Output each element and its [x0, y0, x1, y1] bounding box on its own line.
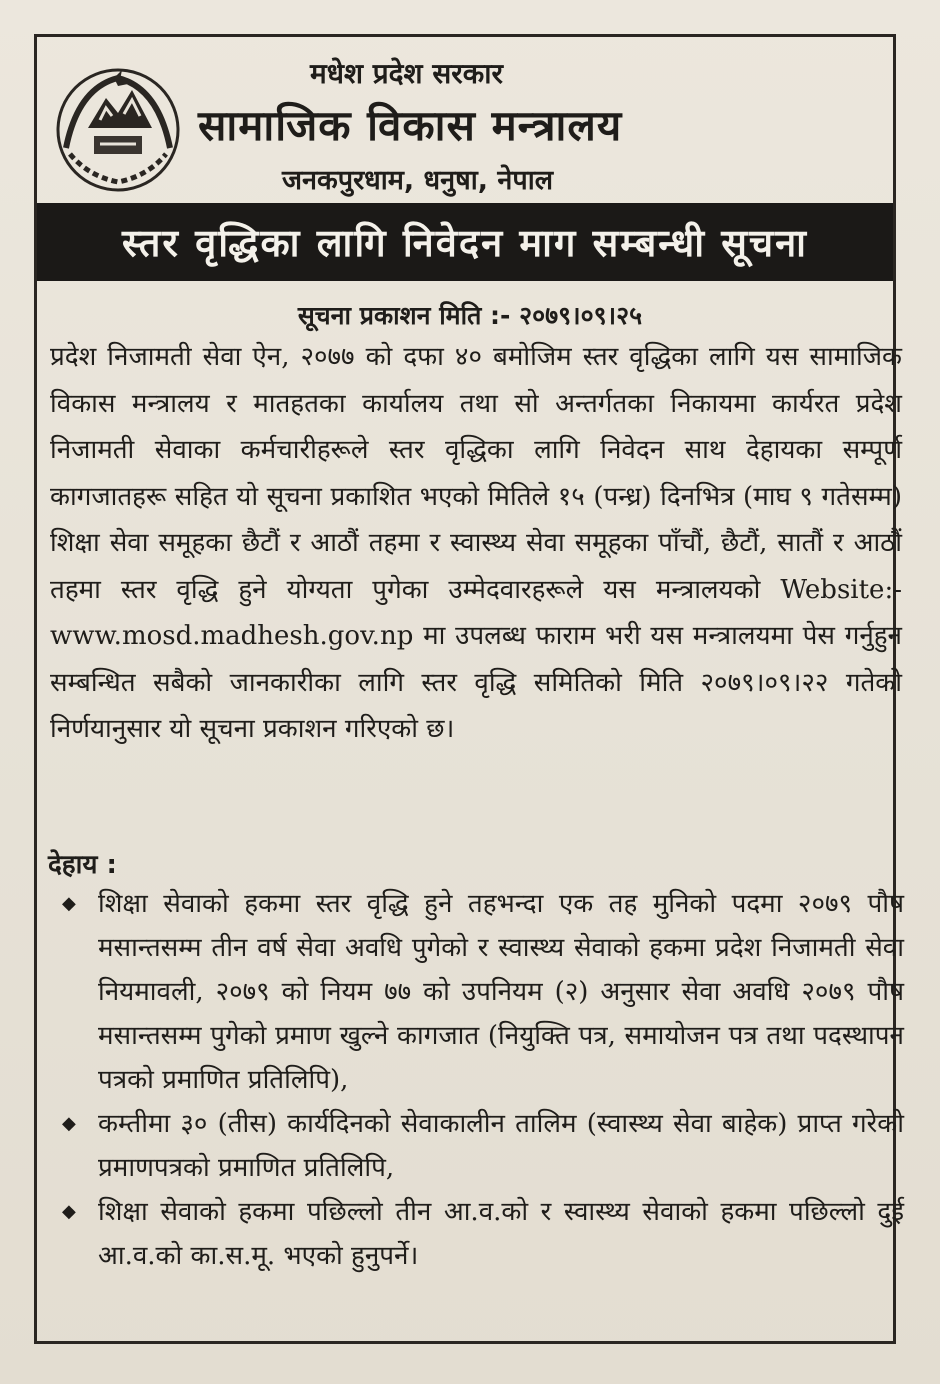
ministry-name: सामाजिक विकास मन्त्रालय [198, 101, 623, 150]
requirements-list [58, 882, 904, 1278]
list-item [58, 882, 904, 1102]
requirement-text: शिक्षा सेवाको हकमा पछिल्लो तीन आ.व.को र स्वास्थ्य सेवाको हकमा पछिल्लो दुई आ.व.को का.स.मू. भएको हुनुपर्ने। [98, 1197, 904, 1271]
list-item [58, 1190, 904, 1278]
publish-date: सूचना प्रकाशन मिति :- २०७९।०९।२५ [297, 301, 643, 330]
nepal-emblem-icon [48, 58, 188, 198]
ministry-address: जनकपुरधाम, धनुषा, नेपाल [282, 165, 553, 196]
diamond-bullet-icon: ◆ [62, 1113, 76, 1134]
government-name: मधेश प्रदेश सरकार [310, 57, 503, 90]
requirements-heading: देहाय : [48, 850, 117, 880]
diamond-bullet-icon: ◆ [62, 1201, 76, 1222]
diamond-bullet-icon: ◆ [62, 893, 76, 914]
list-item [58, 1102, 904, 1190]
requirement-text: कम्तीमा ३० (तीस) कार्यदिनको सेवाकालीन तालिम (स्वास्थ्य सेवा बाहेक) प्राप्त गरेको प्रमाणपत्रको प्रमाणित प्रतिलिपि, [98, 1109, 904, 1183]
notice-body: प्रदेश निजामती सेवा ऐन, २०७७ को दफा ४० बमोजिम स्तर वृद्धिका लागि यस सामाजिक विकास मन्त्रालय र मातहतका कार्यालय तथा सो अन्तर्गतका निकायमा कार्यरत प्रदेश निजामती सेवाका कर्मचारीहरूले स्तर वृद्धिका लागि निवेदन साथ देहायका सम्पूर्ण कागजातहरू सहित यो सूचना प्रकाशित भएको मितिले १५ (पन्ध्र) दिनभित्र (माघ ९ गतेसम्म) शिक्षा सेवा समूहका छैटौं र आठौं तहमा र स्वास्थ्य सेवा समूहका पाँचौं, छैटौं, सातौं र आठौं तहमा स्तर वृद्धि हुने योग्यता पुगेका उम्मेदवारहरूले यस मन्त्रालयको Website:- www.mosd.madhesh.gov.np मा उपलब्ध फाराम भरी यस मन्त्रालयमा पेस गर्नुहुन सम्बन्धित सबैको जानकारीका लागि स्तर वृद्धि समितिको मिति २०७९।०९।२२ गतेको निर्णयानुसार यो सूचना प्रकाशन गरिएको छ। [50, 342, 902, 744]
requirement-text: शिक्षा सेवाको हकमा स्तर वृद्धि हुने तहभन्दा एक तह मुनिको पदमा २०७९ पौष मसान्तसम्म तीन वर्ष सेवा अवधि पुगेको र स्वास्थ्य सेवाको हकमा प्रदेश निजामती सेवा नियमावली, २०७९ को नियम ७७ को उपनियम (२) अनुसार सेवा अवधि २०७९ पौष मसान्तसम्म पुगेको प्रमाण खुल्ने कागजात (नियुक्ति पत्र, समायोजन पत्र तथा पदस्थापन पत्रको प्रमाणित प्रतिलिपि), [98, 889, 904, 1095]
notice-title: स्तर वृद्धिका लागि निवेदन माग सम्बन्धी सूचना [37, 203, 893, 281]
